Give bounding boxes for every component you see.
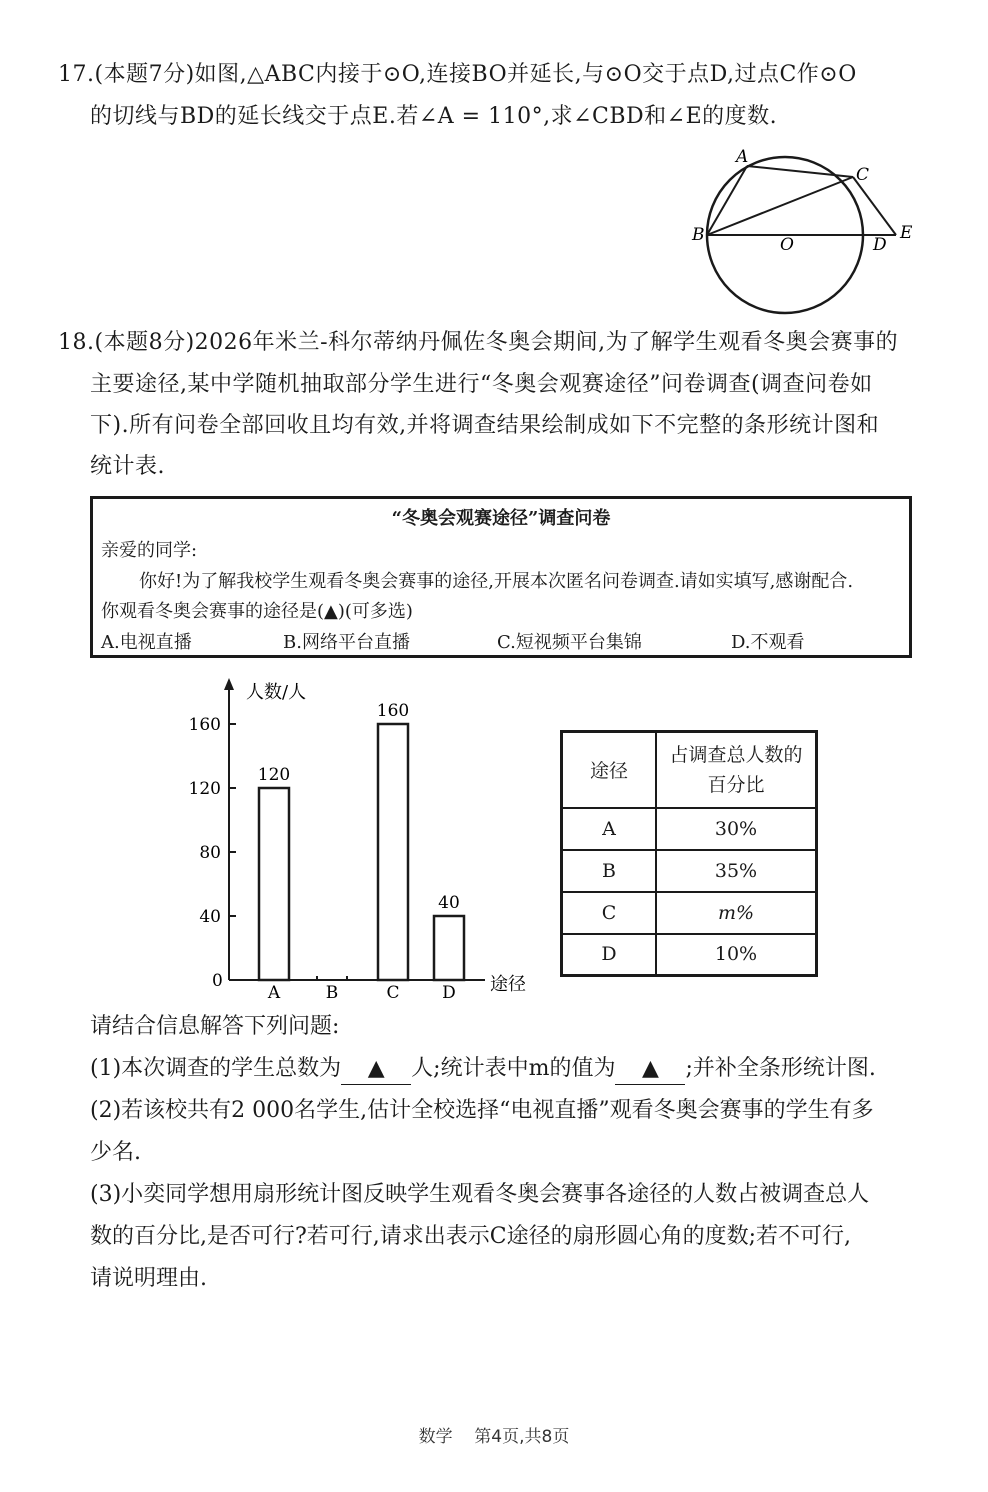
q18-sub2-line-2: 少名.	[90, 1140, 141, 1165]
table-row	[562, 934, 817, 976]
survey-body: 你好!为了解我校学生观看冬奥会赛事的途径,开展本次匿名问卷调查.请如实填写,感谢配合.	[139, 571, 854, 592]
x-tick-label: C	[386, 983, 400, 1000]
tangent-ce	[853, 177, 896, 235]
segment-bc	[707, 177, 853, 235]
table-cell-route: A	[562, 808, 657, 850]
table-cell-percent: 30%	[656, 808, 817, 850]
table-cell-route: D	[562, 934, 657, 976]
survey-box	[90, 496, 912, 658]
table-header-percent	[656, 732, 817, 808]
answer-blank-total: ▲	[341, 1054, 411, 1085]
sub1-text-a: (1)本次调查的学生总数为	[90, 1056, 342, 1081]
q18-prompt: 请结合信息解答下列问题:	[90, 1014, 340, 1039]
y-tick-label: 160	[188, 715, 221, 735]
bar	[434, 916, 464, 980]
data-label: 120	[257, 765, 291, 785]
table-cell-route: C	[562, 892, 657, 934]
data-label: 40	[438, 893, 460, 913]
label-b: B	[692, 225, 705, 245]
table-row	[562, 850, 817, 892]
q18-sub2-line-1: (2)若该校共有2 000名学生,估计全校选择“电视直播”观看冬奥会赛事的学生有多	[90, 1098, 874, 1123]
q17-line-1: 17.(本题7分)如图,△ABC内接于⊙O,连接BO并延长,与⊙O交于点D,过点C作⊙O	[58, 62, 857, 87]
stat-table	[560, 730, 818, 977]
label-d: D	[873, 235, 887, 255]
q18-sub1	[90, 1054, 876, 1085]
sub1-text-c: ;并补全条形统计图.	[685, 1056, 876, 1081]
q18-line-2: 主要途径,某中学随机抽取部分学生进行“冬奥会观赛途径”问卷调查(调查问卷如	[90, 372, 873, 397]
q18-sub3-line-2: 数的百分比,是否可行?若可行,请求出表示C途径的扇形圆心角的度数;若不可行,	[90, 1224, 852, 1249]
q18-sub3-line-1: (3)小奕同学想用扇形统计图反映学生观看冬奥会赛事各途径的人数占被调查总人	[90, 1182, 870, 1207]
label-o: O	[780, 235, 794, 255]
table-cell-percent: m%	[656, 892, 817, 934]
answer-blank-m: ▲	[615, 1054, 685, 1085]
y-tick-label: 40	[199, 907, 221, 927]
table-row	[562, 808, 817, 850]
survey-greeting: 亲爱的同学:	[101, 540, 198, 561]
x-tick-label: B	[325, 983, 339, 1000]
table-cell-percent: 10%	[656, 934, 817, 976]
label-e: E	[900, 223, 913, 243]
table-cell-route: B	[562, 850, 657, 892]
x-axis-label: 途径	[490, 974, 526, 995]
segment-ac	[747, 166, 853, 177]
x-tick-label: D	[442, 983, 456, 1000]
survey-option-b: B.网络平台直播	[283, 632, 410, 653]
bar	[378, 724, 408, 980]
bar	[259, 788, 289, 980]
q18-line-1: 18.(本题8分)2026年米兰-科尔蒂纳丹佩佐冬奥会期间,为了解学生观看冬奥会赛事的	[58, 330, 899, 355]
q18-line-3: 下).所有问卷全部回收且均有效,并将调查结果绘制成如下不完整的条形统计图和	[90, 413, 880, 438]
q18-line-4: 统计表.	[90, 454, 165, 479]
y-tick-label: 120	[188, 779, 221, 799]
data-label: 160	[376, 701, 410, 721]
survey-question: 你观看冬奥会赛事的途径是(▲)(可多选)	[101, 601, 413, 622]
survey-option-c: C.短视频平台集锦	[497, 632, 642, 653]
survey-option-d: D.不观看	[731, 632, 805, 653]
label-a: A	[736, 147, 749, 167]
table-cell-percent: 35%	[656, 850, 817, 892]
survey-option-a: A.电视直播	[101, 632, 192, 653]
bar-chart	[180, 670, 540, 1000]
segment-ba	[707, 166, 747, 235]
q18-sub3-line-3: 请说明理由.	[90, 1266, 207, 1291]
y-tick-label: 80	[199, 843, 221, 863]
sub1-text-b: 人;统计表中m的值为	[411, 1056, 616, 1081]
page-footer: 数学 第4页,共8页	[418, 1427, 570, 1447]
table-header-route: 途径	[562, 732, 657, 808]
q17-line-2: 的切线与BD的延长线交于点E.若∠A = 110°,求∠CBD和∠E的度数.	[90, 104, 778, 129]
origin-label: 0	[212, 971, 223, 991]
table-row	[562, 892, 817, 934]
y-axis-arrow	[224, 678, 234, 690]
y-axis-label: 人数/人	[246, 682, 307, 703]
table-header-percent-line1: 占调查总人数的	[669, 743, 803, 766]
survey-title: “冬奥会观赛途径”调查问卷	[391, 508, 611, 529]
table-header-percent-line2: 百分比	[707, 773, 765, 796]
q17-geometry-figure	[690, 140, 930, 320]
x-tick-label: A	[267, 983, 281, 1000]
label-c: C	[856, 165, 870, 185]
